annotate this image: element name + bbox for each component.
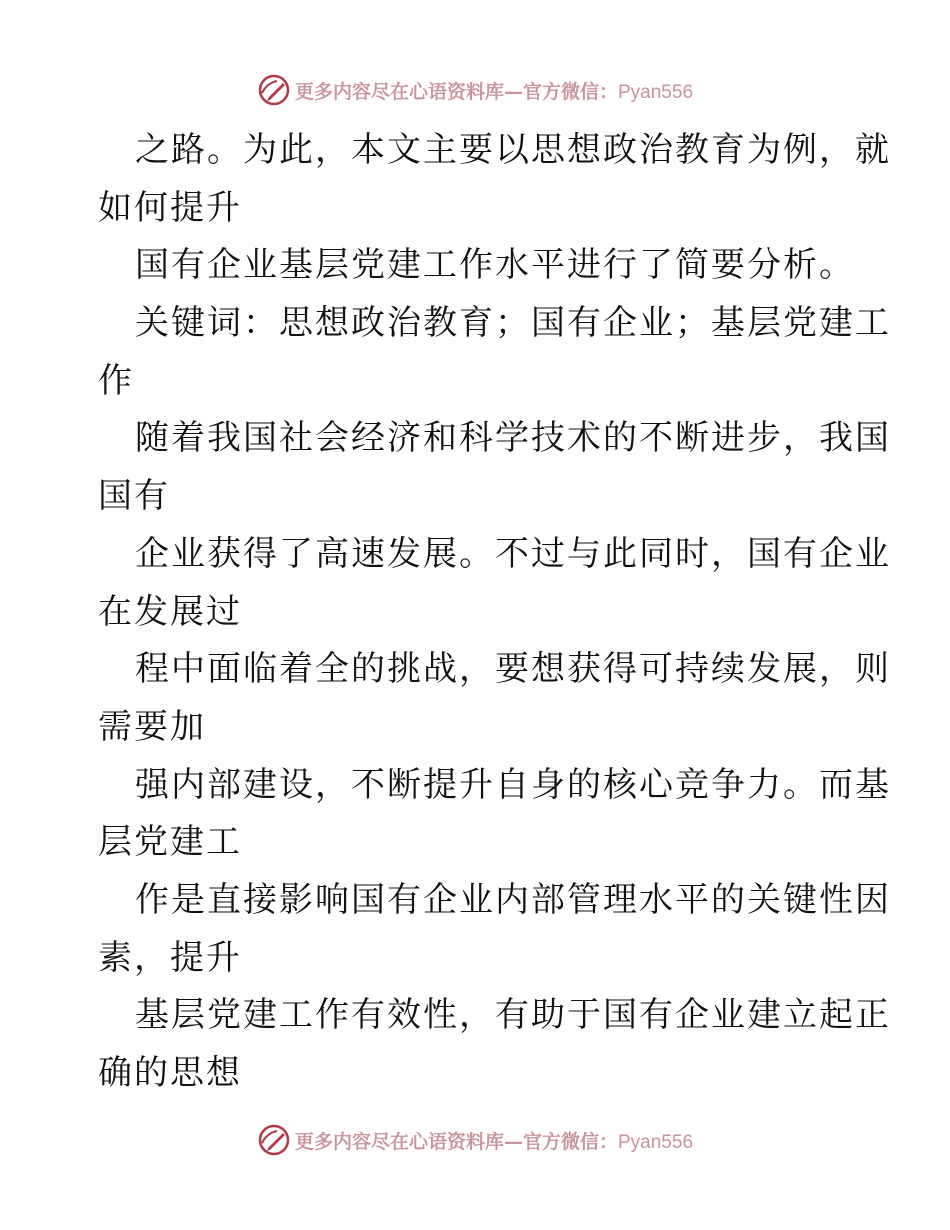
text-line: 确的思想	[98, 1053, 242, 1093]
text-line: 需要加	[98, 706, 206, 747]
body-text	[98, 122, 891, 1103]
header-banner	[0, 70, 950, 110]
header-banner-text: 更多内容尽在心语资料库—官方微信：	[294, 80, 618, 103]
text-line: 强内部建设，不断提升自身的核心竞争力。而基	[135, 764, 891, 805]
footer-banner-text: 更多内容尽在心语资料库—官方微信：	[294, 1130, 618, 1153]
text-line: 程中面临着全的挑战，要想获得可持续发展，则	[135, 649, 891, 690]
text-line: 国有企业基层党建工作水平进行了简要分析。	[135, 245, 855, 286]
text-line: 层党建工	[98, 822, 242, 863]
pen-logo-icon	[257, 73, 291, 107]
keywords-line: 关键词：思想政治教育；国有企业；基层党建工	[135, 303, 891, 344]
header-wechat-id: Pyan556	[618, 81, 694, 103]
text-line: 作是直接影响国有企业内部管理水平的关键性因	[135, 879, 891, 920]
text-line: 在发展过	[98, 591, 242, 632]
text-line: 国有	[98, 476, 170, 517]
text-line: 素，提升	[98, 937, 242, 978]
text-line: 如何提升	[98, 187, 242, 228]
text-line: 企业获得了高速发展。不过与此同时，国有企业	[135, 533, 891, 574]
text-line: 基层党建工作有效性，有助于国有企业建立起正	[135, 995, 891, 1036]
text-line: 之路。为此，本文主要以思想政治教育为例，就	[135, 130, 891, 170]
pen-logo-icon	[257, 1123, 291, 1157]
footer-banner	[0, 1120, 950, 1160]
text-line: 随着我国社会经济和科学技术的不断进步，我国	[135, 418, 891, 459]
text-line: 作	[98, 360, 134, 401]
footer-wechat-id: Pyan556	[618, 1131, 694, 1153]
